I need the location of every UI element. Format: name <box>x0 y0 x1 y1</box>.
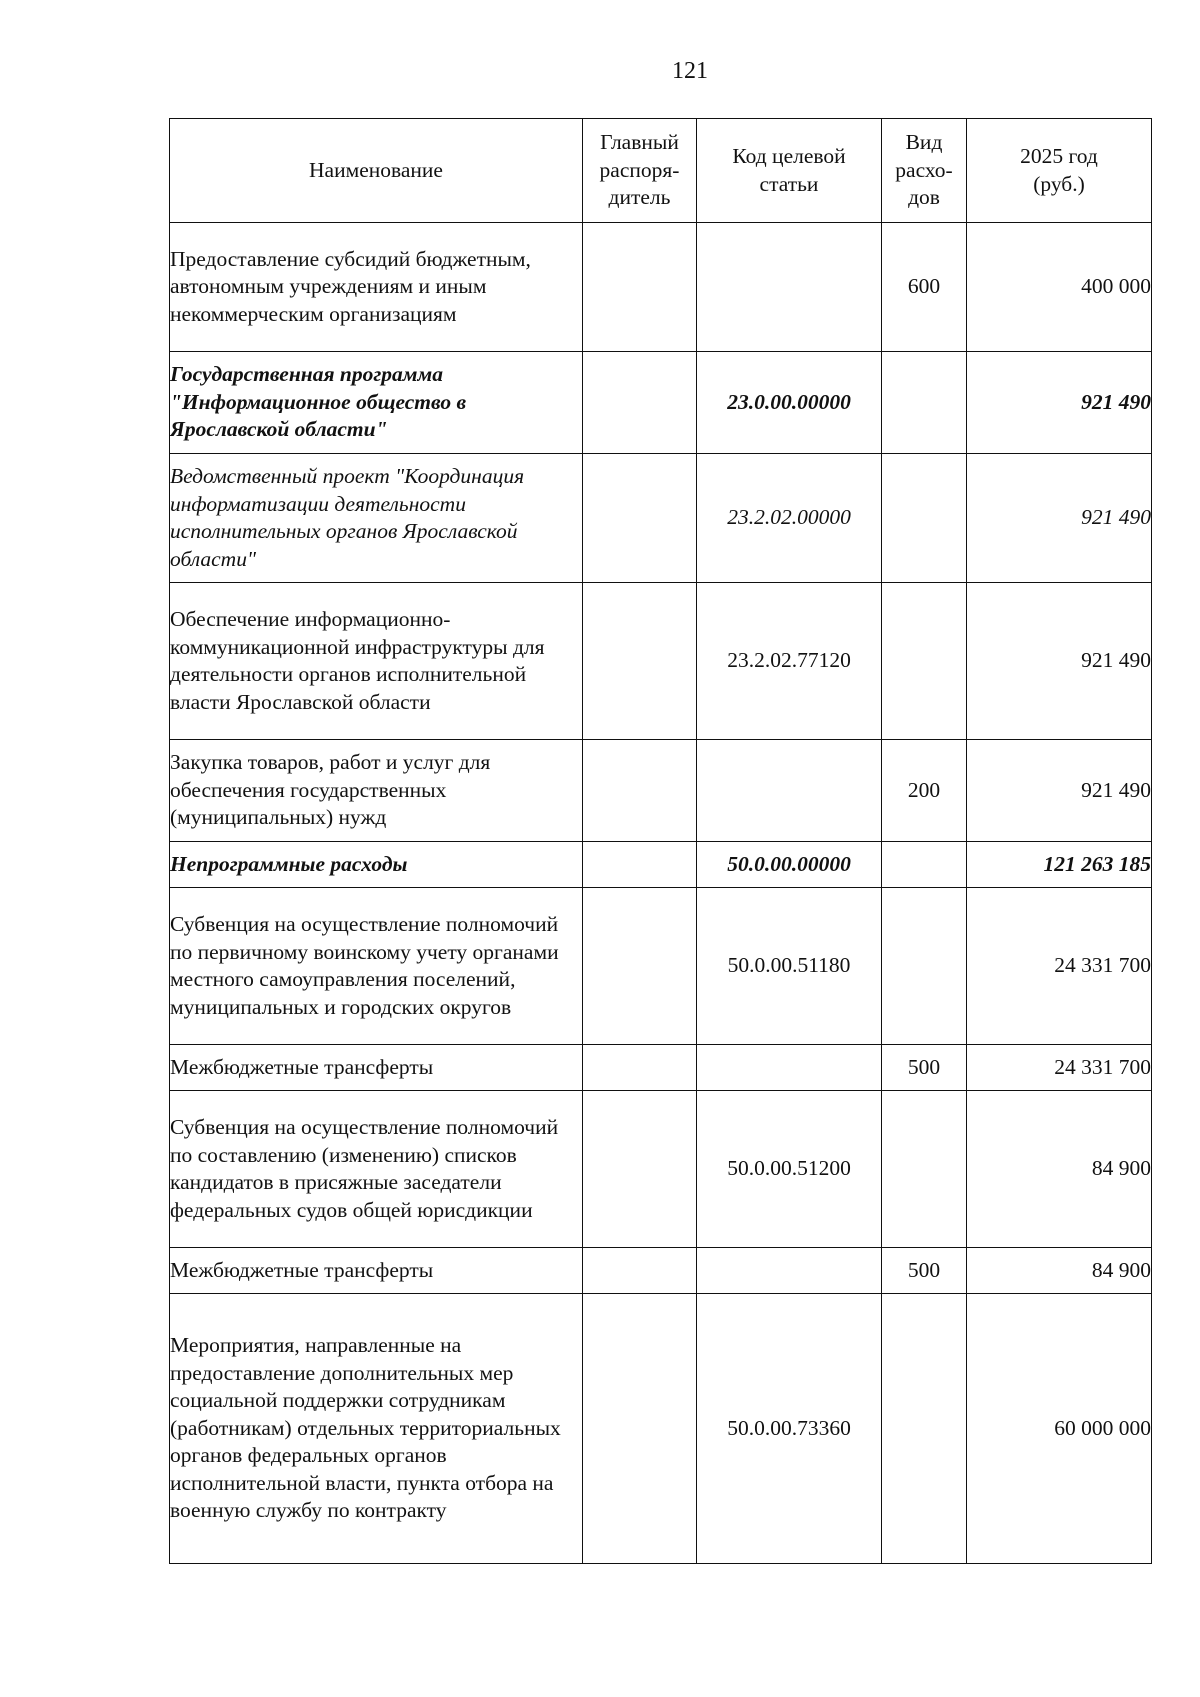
row-kind-cell: 200 <box>882 740 967 842</box>
row-name-cell: Предоставление субсидий бюджетным, автономным учреждениям и иным некоммерческим организациям <box>170 223 583 352</box>
table-row <box>170 454 1152 583</box>
row-name-cell: Субвенция на осуществление полномочий по составлению (изменению) списков кандидатов в присяжные заседатели федеральных судов общей юрисдикции <box>170 1091 583 1248</box>
row-kind-cell <box>882 1294 967 1564</box>
row-code-cell: 23.0.00.00000 <box>697 352 882 454</box>
row-manager-cell <box>583 1091 697 1248</box>
table-row <box>170 223 1152 352</box>
row-kind-cell <box>882 888 967 1045</box>
row-name-cell: Мероприятия, направленные на предоставление дополнительных мер социальной поддержки сотрудникам (работникам) отдельных территориальных органов федеральных органов исполнительной власти, пункта отбора на военную службу по контракту <box>170 1294 583 1564</box>
row-name-cell: Межбюджетные трансферты <box>170 1248 583 1294</box>
header-year <box>967 119 1152 223</box>
row-name-cell: Государственная программа "Информационное общество в Ярославской области" <box>170 352 583 454</box>
header-name: Наименование <box>170 119 583 223</box>
header-year-label: 2025 год (руб.) <box>1020 144 1098 196</box>
row-manager-cell <box>583 1248 697 1294</box>
row-amount-cell: 84 900 <box>967 1091 1152 1248</box>
row-code-cell: 50.0.00.51200 <box>697 1091 882 1248</box>
table-row <box>170 1294 1152 1564</box>
row-manager-cell <box>583 842 697 888</box>
row-amount-cell: 84 900 <box>967 1248 1152 1294</box>
row-name-cell: Ведомственный проект "Координация информатизации деятельности исполнительных органов Ярославской области" <box>170 454 583 583</box>
row-code-cell: 50.0.00.73360 <box>697 1294 882 1564</box>
row-manager-cell <box>583 1294 697 1564</box>
header-code-label: Код целевой статьи <box>732 144 846 196</box>
page-number: 121 <box>672 58 708 84</box>
row-kind-cell <box>882 454 967 583</box>
row-code-cell: 50.0.00.51180 <box>697 888 882 1045</box>
table-row <box>170 842 1152 888</box>
table-row <box>170 583 1152 740</box>
row-kind-cell <box>882 842 967 888</box>
row-manager-cell <box>583 223 697 352</box>
table-row <box>170 740 1152 842</box>
row-amount-cell: 121 263 185 <box>967 842 1152 888</box>
header-manager <box>583 119 697 223</box>
row-name-cell: Субвенция на осуществление полномочий по первичному воинскому учету органами местного самоуправления поселений, муниципальных и городских округов <box>170 888 583 1045</box>
row-manager-cell <box>583 583 697 740</box>
row-amount-cell: 921 490 <box>967 740 1152 842</box>
row-code-cell <box>697 1045 882 1091</box>
row-amount-cell: 400 000 <box>967 223 1152 352</box>
row-amount-cell: 24 331 700 <box>967 888 1152 1045</box>
table-row <box>170 352 1152 454</box>
row-name-cell: Непрограммные расходы <box>170 842 583 888</box>
row-manager-cell <box>583 1045 697 1091</box>
row-amount-cell: 921 490 <box>967 352 1152 454</box>
row-amount-cell: 921 490 <box>967 454 1152 583</box>
budget-table <box>169 118 1152 1564</box>
table-row <box>170 888 1152 1045</box>
row-kind-cell: 500 <box>882 1045 967 1091</box>
row-manager-cell <box>583 454 697 583</box>
table-body <box>170 223 1152 1564</box>
row-code-cell: 23.2.02.00000 <box>697 454 882 583</box>
row-code-cell <box>697 223 882 352</box>
row-amount-cell: 24 331 700 <box>967 1045 1152 1091</box>
row-kind-cell <box>882 352 967 454</box>
row-manager-cell <box>583 888 697 1045</box>
row-code-cell: 50.0.00.00000 <box>697 842 882 888</box>
row-name-cell: Межбюджетные трансферты <box>170 1045 583 1091</box>
table-row <box>170 1091 1152 1248</box>
header-code <box>697 119 882 223</box>
table-row <box>170 1045 1152 1091</box>
header-kind-label: Вид расхо-дов <box>895 130 953 210</box>
row-code-cell: 23.2.02.77120 <box>697 583 882 740</box>
table-header <box>170 119 1152 223</box>
table-row <box>170 1248 1152 1294</box>
row-kind-cell: 600 <box>882 223 967 352</box>
row-manager-cell <box>583 352 697 454</box>
header-manager-label: Главный распоря-дитель <box>599 130 680 210</box>
header-kind <box>882 119 967 223</box>
row-kind-cell <box>882 1091 967 1248</box>
row-name-cell: Обеспечение информационно-коммуникационной инфраструктуры для деятельности органов исполнительной власти Ярославской области <box>170 583 583 740</box>
row-code-cell <box>697 740 882 842</box>
row-manager-cell <box>583 740 697 842</box>
row-amount-cell: 921 490 <box>967 583 1152 740</box>
row-code-cell <box>697 1248 882 1294</box>
row-name-cell: Закупка товаров, работ и услуг для обеспечения государственных (муниципальных) нужд <box>170 740 583 842</box>
row-amount-cell: 60 000 000 <box>967 1294 1152 1564</box>
row-kind-cell: 500 <box>882 1248 967 1294</box>
row-kind-cell <box>882 583 967 740</box>
